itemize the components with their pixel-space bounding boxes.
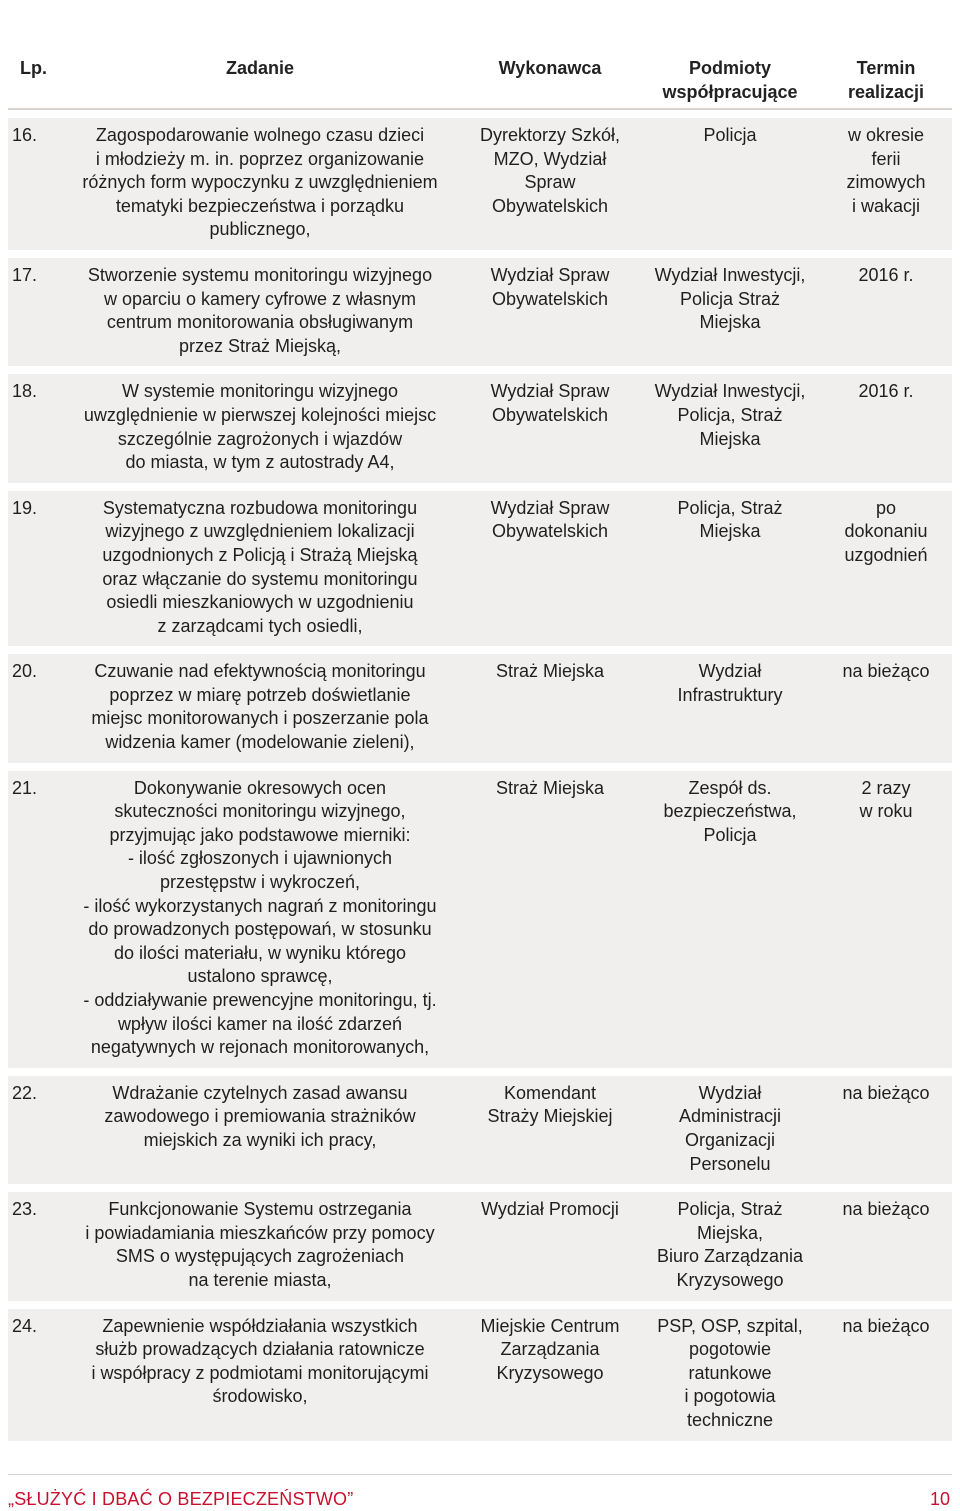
header-task: Zadanie: [225, 58, 295, 78]
action-plan-table: [8, 50, 952, 1441]
row-deadline: na bieżąco: [842, 1082, 930, 1103]
row-deadline: na bieżąco: [842, 1199, 930, 1220]
row-partners: Wydział Infrastruktury: [677, 661, 783, 705]
row-executor: Dyrektorzy Szkół, MZO, Wydział Spraw Obywatelskich: [479, 125, 621, 216]
header-partners: Podmioty współpracujące: [662, 58, 798, 102]
row-number: 20.: [12, 661, 38, 682]
row-number: 22.: [12, 1082, 38, 1103]
footer-divider: [8, 1474, 952, 1475]
row-partners: Policja: [703, 125, 757, 145]
row-executor: Komendant Straży Miejskiej: [487, 1082, 613, 1127]
row-task: Systematyczna rozbudowa monitoringu wizyjnego z uwzględnieniem lokalizacji uzgodnionych z Policją i Strażą Miejską oraz włączanie do systemu monitoringu osiedli mieszkaniowych w uzgodnieniu z zarządcami tych osiedli,: [102, 497, 418, 636]
row-number: 19.: [12, 497, 38, 518]
row-task: W systemie monitoringu wizyjnego uwzględnienie w pierwszej kolejności miejsc szczególnie zagrożonych i wjazdów do miasta, w tym z autostrady A4,: [83, 381, 437, 473]
row-number: 16.: [12, 125, 38, 145]
footer-title: „SŁUŻYĆ I DBAĆ O BEZPIECZEŃSTWO”: [8, 1489, 354, 1509]
row-task: Stworzenie systemu monitoringu wizyjnego w oparciu o kamery cyfrowe z własnym centrum monitorowania obsługiwanym przez Straż Miejską,: [87, 264, 433, 356]
table-row: [8, 1309, 952, 1441]
row-deadline: 2016 r.: [858, 381, 914, 402]
table-row: [8, 654, 952, 762]
table-row: [8, 118, 952, 250]
row-task: Funkcjonowanie Systemu ostrzegania i powiadamiania mieszkańców przy pomocy SMS o występujących zagrożeniach na terenie miasta,: [85, 1199, 435, 1290]
row-deadline: 2 razy w roku: [859, 777, 913, 822]
row-deadline: na bieżąco: [842, 661, 930, 682]
row-partners: Wydział Inwestycji, Policja, Straż Miejska: [654, 381, 806, 449]
row-task: Zagospodarowanie wolnego czasu dzieci i młodzieży m. in. poprzez organizowanie różnych form wypoczynku z uwzględnieniem tematyki bezpieczeństwa i porządku publicznego,: [82, 125, 438, 240]
row-number: 23.: [12, 1199, 38, 1220]
row-executor: Wydział Spraw Obywatelskich: [490, 264, 610, 309]
header-lp: Lp.: [20, 58, 47, 78]
row-executor: Wydział Spraw Obywatelskich: [490, 497, 610, 542]
row-partners: Wydział Administracji Organizacji Personelu: [678, 1082, 782, 1174]
row-number: 17.: [12, 264, 38, 285]
row-deadline: po dokonaniu uzgodnień: [844, 497, 928, 565]
row-number: 21.: [12, 777, 38, 798]
row-executor: Wydział Promocji: [481, 1199, 619, 1220]
row-number: 24.: [12, 1315, 38, 1336]
row-executor: Miejskie Centrum Zarządzania Kryzysowego: [480, 1315, 620, 1383]
row-executor: Straż Miejska: [495, 661, 605, 682]
table-row: [8, 258, 952, 366]
row-task: Dokonywanie okresowych ocen skuteczności monitoringu wizyjnego, przyjmując jako podstawowe mierniki: - ilość zgłoszonych i ujawnionych przestępstw i wykroczeń, - ilość wykorzystanych nagrań z monitoringu do prowadzonych postępowań, w stosunku do ilości materiału, w wyniku którego ustalono sprawcę, - oddziaływanie prewencyjne monitoringu, tj. wpływ ilości kamer na ilość zdarzeń negatywnych w rejonach monitorowanych,: [83, 777, 437, 1058]
row-executor: Straż Miejska: [495, 777, 605, 798]
row-partners: Wydział Inwestycji, Policja Straż Miejska: [654, 264, 806, 333]
table-row: [8, 1192, 952, 1300]
row-partners: Policja, Straż Miejska: [677, 497, 783, 542]
row-executor: Wydział Spraw Obywatelskich: [490, 381, 610, 425]
row-partners: Policja, Straż Miejska, Biuro Zarządzania Kryzysowego: [656, 1199, 804, 1290]
row-partners: Zespół ds. bezpieczeństwa, Policja: [663, 777, 797, 845]
table-row: [8, 771, 952, 1068]
table-row: [8, 1076, 952, 1184]
table-row: [8, 374, 952, 482]
table-row: [8, 491, 952, 647]
page-number: 10: [929, 1489, 950, 1509]
row-task: Zapewnienie współdziałania wszystkich służb prowadzących działania ratownicze i współpracy z podmiotami monitorującymi środowisko,: [91, 1315, 429, 1407]
header-executor: Wykonawca: [498, 58, 602, 78]
row-number: 18.: [12, 381, 38, 402]
row-task: Wdrażanie czytelnych zasad awansu zawodowego i premiowania strażników miejskich za wyniki ich pracy,: [104, 1082, 416, 1150]
row-deadline: w okresie ferii zimowych i wakacji: [846, 125, 926, 216]
row-partners: PSP, OSP, szpital, pogotowie ratunkowe i pogotowia techniczne: [657, 1315, 803, 1430]
row-deadline: 2016 r.: [858, 264, 914, 285]
header-deadline: Termin realizacji: [847, 58, 925, 102]
table-header: [8, 50, 952, 110]
row-task: Czuwanie nad efektywnością monitoringu poprzez w miarę potrzeb doświetlanie miejsc monitorowanych i poszerzanie pola widzenia kamer (modelowanie zieleni),: [91, 661, 429, 753]
row-deadline: na bieżąco: [842, 1315, 930, 1336]
